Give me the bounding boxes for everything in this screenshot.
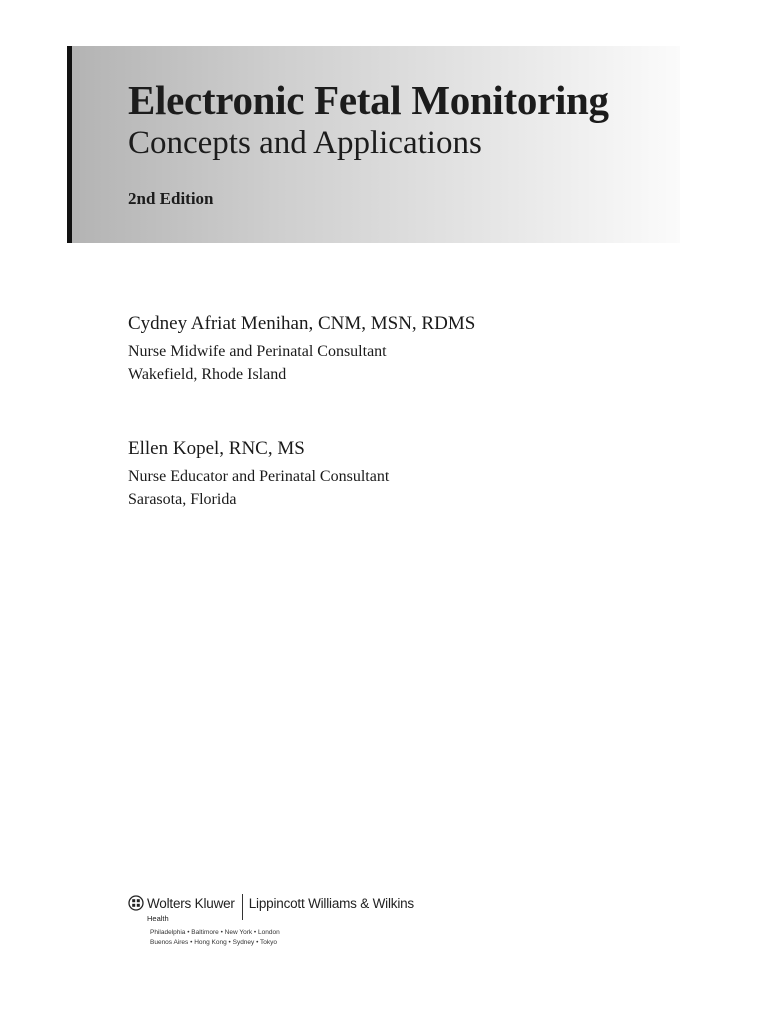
publisher-divider bbox=[242, 894, 243, 920]
imprint-name: Lippincott Williams & Wilkins bbox=[248, 896, 414, 911]
author-block bbox=[128, 439, 389, 511]
cities-line: Philadelphia • Baltimore • New York • London bbox=[150, 929, 280, 936]
book-subtitle: Concepts and Applications bbox=[128, 125, 482, 161]
book-title: Electronic Fetal Monitoring bbox=[128, 77, 609, 123]
publisher-imprint bbox=[128, 894, 414, 948]
edition-label: 2nd Edition bbox=[128, 189, 214, 208]
publisher-division: Health bbox=[147, 914, 169, 923]
author-block bbox=[128, 314, 475, 386]
parent-company-name: Wolters Kluwer bbox=[147, 896, 235, 911]
author-role: Nurse Midwife and Perinatal Consultant bbox=[128, 343, 387, 360]
author-name: Ellen Kopel, RNC, MS bbox=[128, 438, 305, 459]
author-location: Sarasota, Florida bbox=[128, 491, 237, 508]
wolters-kluwer-logo-icon bbox=[128, 895, 144, 911]
cities-line: Buenos Aires • Hong Kong • Sydney • Tokyo bbox=[150, 939, 278, 946]
parent-company bbox=[147, 894, 235, 923]
title-accent-bar bbox=[67, 46, 72, 243]
author-name: Cydney Afriat Menihan, CNM, MSN, RDMS bbox=[128, 313, 476, 334]
publisher-logo-row bbox=[128, 894, 414, 923]
publisher-cities bbox=[150, 928, 414, 948]
author-location: Wakefield, Rhode Island bbox=[128, 366, 287, 383]
author-role: Nurse Educator and Perinatal Consultant bbox=[128, 468, 390, 485]
